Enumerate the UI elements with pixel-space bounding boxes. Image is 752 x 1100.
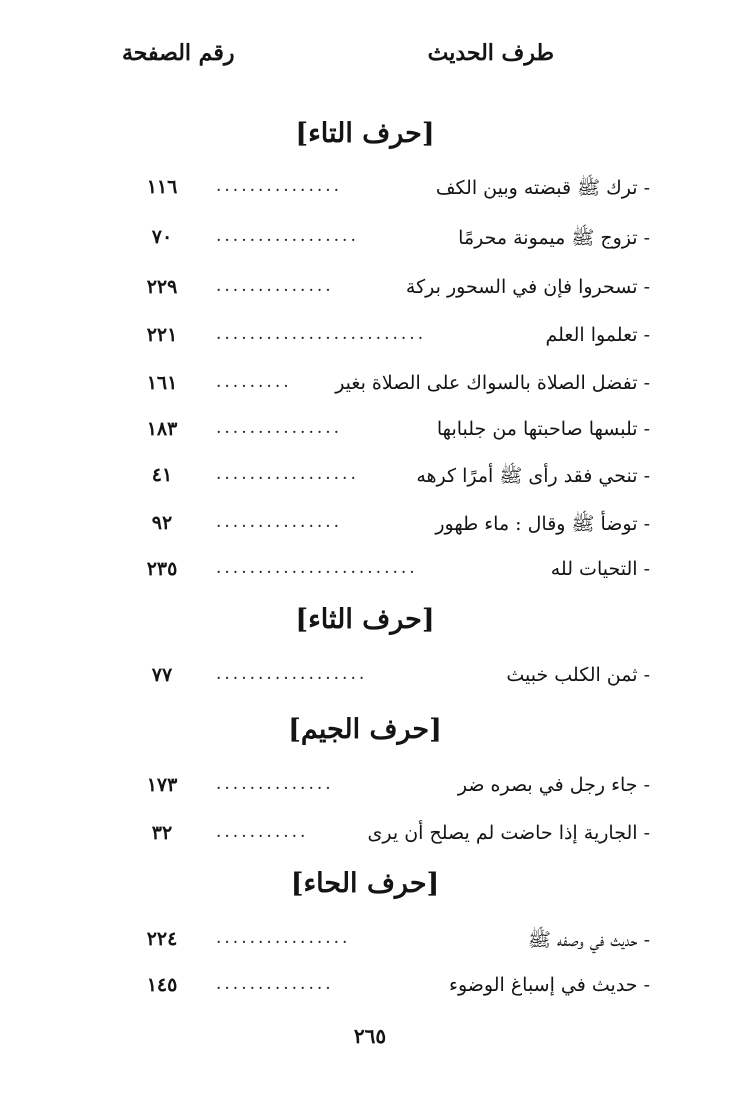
leader-dots: ......................... (216, 324, 427, 344)
entry-text: - ثمن الكلب خبيث (506, 664, 650, 686)
entry-page-number: ٢٣٥ (146, 558, 178, 580)
section-title-taa: [حرف التاء] (295, 118, 435, 149)
index-entry (130, 460, 650, 494)
leader-dots: ........... (216, 822, 309, 842)
entry-text: - حديث في وصفه ﷺ (528, 929, 650, 951)
entry-page-number: ٢٢٩ (146, 276, 178, 298)
leader-dots: ................ (216, 928, 351, 948)
index-entry (130, 368, 650, 402)
entry-page-number: ٢٢١ (146, 324, 178, 346)
entry-text: - تنحي فقد رأى ﷺ أمرًا كرهه (416, 465, 650, 487)
leader-dots: .............. (216, 276, 334, 296)
section-title-jeem: [حرف الجيم] (288, 714, 442, 745)
leader-dots: ........................ (216, 558, 418, 578)
entry-text: - تلبسها صاحبتها من جلبابها (436, 418, 650, 440)
entry-page-number: ١٦١ (146, 372, 178, 394)
leader-dots: ................. (216, 226, 359, 246)
entry-text: - تعلموا العلم (545, 324, 650, 346)
entry-page-number: ١٨٣ (146, 418, 178, 440)
index-entry (130, 970, 650, 1004)
entry-text: - ترك ﷺ قبضته وبين الكف (435, 177, 650, 199)
entry-text: - حديث في إسباغ الوضوء (449, 974, 650, 996)
index-entry (130, 508, 650, 542)
entry-text: - توضأ ﷺ وقال : ماء طهور (435, 513, 650, 535)
page-column-header: رقم الصفحة (122, 40, 235, 66)
entry-page-number: ٧٠ (151, 226, 173, 248)
entry-text: - تفضل الصلاة بالسواك على الصلاة بغير (335, 372, 650, 394)
entry-page-number: ٢٢٤ (146, 928, 178, 950)
entry-page-number: ١٤٥ (146, 974, 178, 996)
section-title-thaa: [حرف الثاء] (295, 604, 435, 635)
entry-page-number: ١١٦ (146, 176, 178, 198)
index-entry (130, 924, 650, 958)
page-number: ٢٦٥ (353, 1024, 387, 1048)
index-entry (130, 222, 650, 256)
entry-text: - التحيات لله (550, 558, 650, 580)
entry-page-number: ١٧٣ (146, 774, 178, 796)
entry-page-number: ٣٢ (151, 822, 173, 844)
entry-page-number: ٩٢ (151, 512, 173, 534)
index-entry (130, 660, 650, 694)
entry-text: - جاء رجل في بصره ضر (457, 774, 650, 796)
entry-text: - تزوج ﷺ ميمونة محرمًا (458, 227, 650, 249)
leader-dots: ............... (216, 512, 343, 532)
index-entry (130, 272, 650, 306)
leader-dots: .............. (216, 774, 334, 794)
index-entry (130, 320, 650, 354)
leader-dots: ............... (216, 176, 343, 196)
leader-dots: .................. (216, 664, 368, 684)
entry-page-number: ٤١ (151, 464, 173, 486)
section-title-haa: [حرف الحاء] (290, 868, 440, 899)
leader-dots: ................. (216, 464, 359, 484)
leader-dots: .............. (216, 974, 334, 994)
entry-text: - تسحروا فإن في السحور بركة (405, 276, 650, 298)
entry-page-number: ٧٧ (151, 664, 173, 686)
index-entry (130, 172, 650, 206)
index-entry (130, 414, 650, 448)
entry-text: - الجارية إذا حاضت لم يصلح أن يرى (367, 822, 650, 844)
index-entry (130, 770, 650, 804)
leader-dots: ............... (216, 418, 343, 438)
index-entry (130, 818, 650, 852)
index-entry (130, 554, 650, 588)
hadith-column-header: طرف الحديث (427, 40, 554, 66)
leader-dots: ......... (216, 372, 292, 392)
